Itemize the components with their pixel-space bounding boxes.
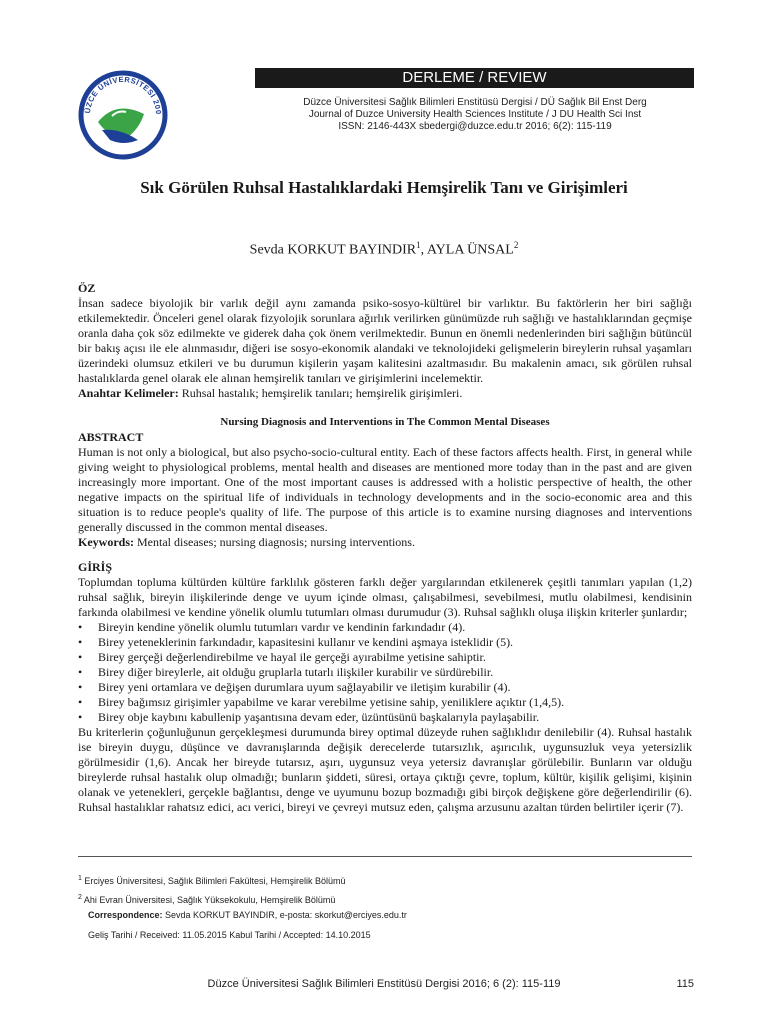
footnote-1-text: Erciyes Üniversitesi, Sağlık Bilimleri Fakültesi, Hemşirelik Bölümü	[81, 876, 346, 886]
oz-heading: ÖZ	[78, 281, 96, 295]
author-2-affil: 2	[513, 240, 519, 250]
abstract-keywords-value: Mental diseases; nursing diagnosis; nursing interventions.	[134, 535, 415, 549]
journal-issn-line: ISSN: 2146-443X sbedergi@duzce.edu.tr 2016; 6(2): 115-119	[338, 121, 612, 132]
list-item: • Birey yeni ortamlara ve değişen durumlara uyum sağlayabilir ve iletişim kurabilir (4).	[78, 680, 692, 695]
article-type-banner: DERLEME / REVIEW	[255, 68, 694, 88]
page-number: 115	[676, 978, 694, 990]
abstract-heading: ABSTRACT	[78, 430, 144, 444]
footnote-2-marker: 2	[78, 894, 82, 901]
giris-heading: GİRİŞ	[78, 560, 113, 574]
list-item: • Bireyin kendine yönelik olumlu tutumları vardır ve kendinin farkındadır (4).	[78, 620, 692, 635]
page-footer: Düzce Üniversitesi Sağlık Bilimleri Enstitüsü Dergisi 2016; 6 (2): 115-119	[207, 978, 561, 990]
oz-keywords-label: Anahtar Kelimeler:	[78, 386, 179, 400]
oz-section	[78, 281, 692, 401]
author-line	[40, 240, 728, 259]
oz-text: İnsan sadece biyolojik bir varlık değil aynı zamanda psiko-sosyo-kültürel bir varlıktır. Bu faktörlerin her biri sağlığı etkilemektedir. Önceleri genel olarak fizyolojik sorunlara ağırlık verilirken günümüzde ruh sağlığı ve hastalıklarından geçmişe oranla daha çok söz edilmekte ve giderek daha çok önem verilmektedir. Bunun en önemli nedenlerinden biri sağlığın bütüncül bir bakış açısı ile ele alınmasıdır, diğeri ise sosyo-ekonomik alandaki ve teknolojideki gelişmelerin bireylerin ruhsal yaşamları üzerindeki olumsuz etkileri ve bu durumun kişilerin yaşam kalitesini azaltmasıdır. Bu makalenin amacı, sık görülen ruhsal hastalıklarda genel olarak ele alınan hemşirelik tanıları ve girişimlerini incelemektir.	[78, 296, 692, 385]
submission-dates: Geliş Tarihi / Received: 11.05.2015 Kabul Tarihi / Accepted: 14.10.2015	[88, 930, 371, 940]
abstract-section	[78, 430, 692, 550]
author-1-affil: 1	[416, 240, 421, 250]
footnote-1	[78, 873, 692, 887]
giris-section	[78, 560, 692, 815]
journal-name-tr: Düzce Üniversitesi Sağlık Bilimleri Enstitüsü Dergisi / DÜ Sağlık Bil Enst Derg	[303, 97, 647, 108]
english-title: Nursing Diagnosis and Interventions in The Common Mental Diseases	[220, 416, 550, 428]
footnote-1-marker: 1	[78, 875, 82, 882]
university-logo	[78, 70, 168, 160]
correspondence-label: Correspondence:	[88, 910, 163, 920]
list-item: • Birey gerçeği değerlendirebilme ve hayal ile gerçeği ayırabilme yetisine sahiptir.	[78, 650, 692, 665]
footnote-2-text: Ahi Evran Üniversitesi, Sağlık Yüksekokulu, Hemşirelik Bölümü	[81, 895, 336, 905]
criteria-list	[78, 620, 692, 725]
article-title: Sık Görülen Ruhsal Hastalıklardaki Hemşirelik Tanı ve Girişimleri	[140, 178, 628, 197]
list-item: • Birey diğer bireylerle, ait olduğu gruplarla tutarlı ilişkiler kurabilir ve sürdürebilir.	[78, 665, 692, 680]
list-item: • Birey bağımsız girişimler yapabilme ve karar verebilme yetisine sahip, yeniliklere açıktır (1,4,5).	[78, 695, 692, 710]
giris-outro: Bu kriterlerin çoğunluğunun gerçekleşmesi durumunda birey optimal düzeyde ruhen sağlıklıdır denilebilir (4). Ruhsal hastalık ise bireyin duygu, düşünce ve davranışlarında değişik derecelerde tutarsızlık, aşırıcılık, uygunsuzluk veya yetersizlik görülmesidir (1,6). Ancak her bireyde tutarsız, aşırı, uygunsuz veya yetersiz davranışlar görülebilir. Bunların var olduğu bireylerde ruhsal hastalık olup olmadığı; bunların şiddeti, süresi, ortaya çıktığı çevre, toplum, kültür, kişilik gelişimi, kişinin olanak ve yetenekleri, gerçekle bağlantısı, denge ve uyumunu bozup bozmadığı gibi birçok değişkene göre değerlendirilir (6). Ruhsal hastalıklar rahatsız edici, acı verici, bireyi ve çevreyi mutsuz eden, çalışma arzusunu azaltan türden belirtiler içerir (7).	[78, 725, 692, 814]
journal-name-en: Journal of Duzce University Health Sciences Institute / J DU Health Sci Inst	[308, 109, 642, 120]
giris-intro: Toplumdan topluma kültürden kültüre farklılık gösteren farklı değer yargılarından etkilenerek çeşitli tanımları yapılan (1,2) ruhsal sağlık, bireyin ilişkilerinde denge ve uyum içinde olması, çalışabilmesi, sevebilmesi, mutlu olabilmesi, kendisinin farkında olabilmesi ve kendine yönelik olumlu tutumları olması durumudur (3). Ruhsal sağlıklı oluşa ilişkin kriterler şunlardır;	[78, 575, 692, 619]
abstract-keywords-label: Keywords:	[78, 535, 134, 549]
oz-keywords	[78, 386, 692, 401]
author-1: Sevda KORKUT BAYINDIR	[249, 242, 417, 258]
correspondence-text: Sevda KORKUT BAYINDIR, e-posta: skorkut@erciyes.edu.tr	[162, 910, 407, 920]
abstract-text: Human is not only a biological, but also psycho-socio-cultural entity. Each of these factors affects health. First, in general while giving weight to physiological problems, mental health and diseases are mentioned more today than in the past and are given increasingly more important. One of the most important causes is addressed with a holistic perspective of health, the other negative impacts on the spiritual life of individuals in technology developments and in the socio-economic area and this situation is to reduce people's quality of life. The purpose of this article is to examine nursing diagnoses and interventions generally discussed in the common mental diseases.	[78, 445, 692, 534]
oz-keywords-value: Ruhsal hastalık; hemşirelik tanıları; hemşirelik girişimleri.	[178, 386, 463, 400]
footnote-divider	[78, 856, 692, 857]
footnote-2	[78, 892, 692, 906]
correspondence	[88, 910, 702, 921]
abstract-keywords	[78, 535, 692, 550]
logo-lettering: ÜZCE ÜNİVERSİTESİ 200	[82, 74, 164, 116]
list-item: • Birey yeteneklerinin farkındadır, kapasitesini kullanır ve kendini aşmaya isteklidir (5).	[78, 635, 692, 650]
author-separator: ,	[420, 242, 427, 258]
author-2: AYLA ÜNSAL	[426, 242, 514, 258]
list-item: • Birey obje kaybını kabullenip yaşantısına devam eder, üzüntüsünü başkalarıyla paylaşabilir.	[78, 710, 692, 725]
